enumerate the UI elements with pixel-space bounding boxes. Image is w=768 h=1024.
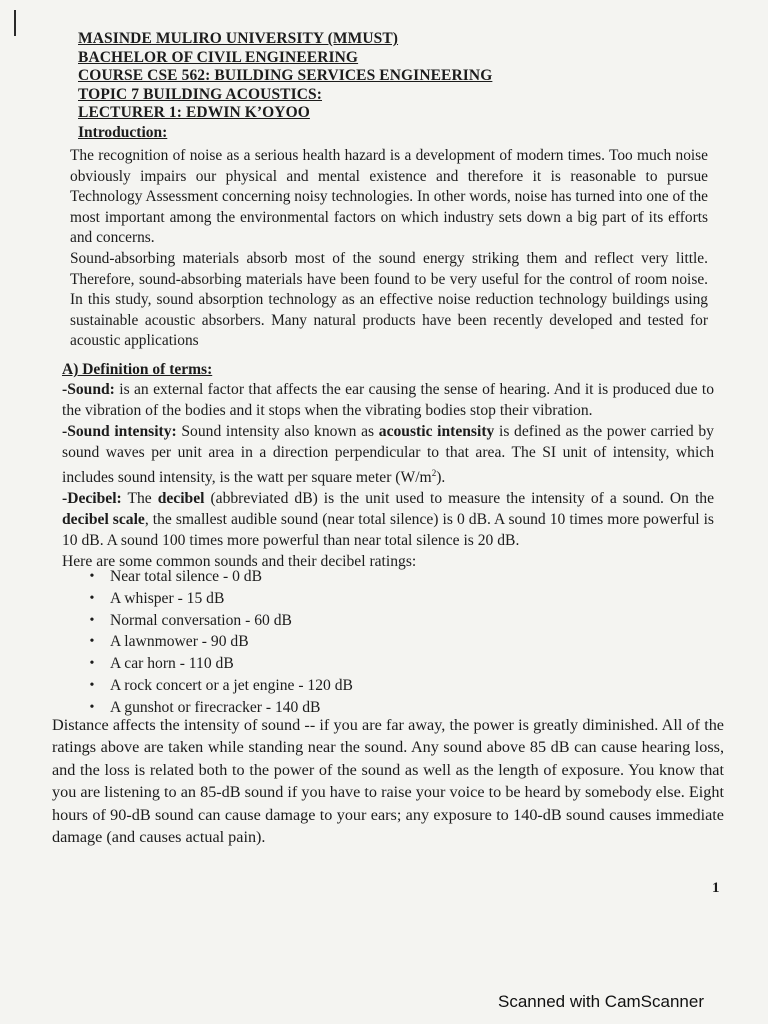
term-acoustic-intensity: acoustic intensity: [378, 423, 495, 440]
margin-pen-mark: [14, 10, 16, 36]
definition-decibel-text-2: (abbreviated dB) is the unit used to measure the intensity of a sound. On the: [204, 490, 714, 508]
definitions-section: [62, 360, 714, 572]
decibel-ratings-list: [84, 566, 484, 719]
list-item: [84, 653, 484, 675]
introduction-section: [70, 146, 708, 352]
course-title: COURSE CSE 562: BUILDING SERVICES ENGINEERING: [78, 67, 493, 84]
introduction-paragraph-2: Sound-absorbing materials absorb most of the sound energy striking them and reflect very little. Therefore, sound-absorbing materials have been found to be very useful for the control of room noise. In this study, sound absorption technology as an effective noise reduction technology buildings using sustainable acoustic absorbers. Many natural products have been recently developed and tested for acoustic applications: [70, 249, 708, 350]
term-sound: -Sound:: [62, 381, 115, 398]
university-name: MASINDE MULIRO UNIVERSITY (MMUST): [78, 30, 399, 47]
bullet-icon: •: [89, 634, 95, 650]
decibel-list-intro: Here are some common sounds and their decibel ratings:: [62, 553, 417, 571]
list-item-text: A whisper - 15 dB: [110, 589, 225, 607]
document-header: [78, 30, 718, 142]
closing-section: [52, 714, 724, 848]
definition-sound-text: is an external factor that affects the ear causing the sense of hearing. And it is produced due to the vibration of the bodies and it stops when the vibrating bodies stop their vibration.: [62, 381, 714, 419]
list-item: [84, 610, 484, 632]
definition-sound: [62, 379, 714, 421]
bullet-icon: •: [89, 656, 95, 672]
bullet-icon: •: [89, 677, 95, 693]
bullet-icon: •: [89, 699, 95, 715]
list-item-text: A rock concert or a jet engine - 120 dB: [110, 676, 353, 694]
list-item-text: Near total silence - 0 dB: [110, 568, 262, 585]
list-item-text: Normal conversation - 60 dB: [110, 611, 292, 629]
term-decibel: -Decibel:: [62, 490, 122, 508]
term-decibel-scale: decibel scale: [62, 511, 145, 529]
introduction-heading: Introduction:: [78, 123, 168, 141]
introduction-paragraph-1: The recognition of noise as a serious health hazard is a development of modern times. Too much noise obviously impairs our physical and mental existence and therefore it is reasonable to pursue Technology Assessment concerning noisy technologies. In other words, noise has turned into one of the most important among the environmental factors on which industry sets down a big part of its efforts and concerns.: [70, 147, 708, 247]
lecturer-name: LECTURER 1: EDWIN K’OYOO: [78, 104, 310, 121]
list-item: [84, 675, 484, 697]
bullet-icon: •: [89, 612, 95, 628]
page-number: 1: [712, 880, 720, 896]
closing-paragraph: Distance affects the intensity of sound -- if you are far away, the power is greatly diminished. All of the ratings above are taken while standing near the sound. Any sound above 85 dB can cause hearing loss, and the loss is related both to the power of the sound as well as the length of exposure. You know that you are listening to an 85-dB sound if you have to raise your voice to be heard by somebody else. Eight hours of 90-dB sound can cause damage to your ears; any exposure to 140-dB sound causes immediate damage (and causes actual pain).: [52, 716, 724, 847]
definition-sound-intensity: [62, 421, 714, 488]
bullet-icon: •: [89, 569, 95, 584]
definition-decibel-text-1: The: [121, 490, 158, 508]
degree-name: BACHELOR OF CIVIL ENGINEERING: [78, 48, 359, 66]
definition-intensity-text-1: Sound intensity also known as: [176, 423, 379, 440]
topic-title: TOPIC 7 BUILDING ACOUSTICS:: [78, 85, 323, 103]
list-item: [84, 566, 484, 588]
list-item: [84, 588, 484, 610]
definition-intensity-text-2: is defined as the power carried by sound waves per unit area in a direction perpendicular to that area. The SI unit of intensity, which includes sound intensity, is the watt per square meter (W/m: [62, 423, 714, 487]
list-item-text: A car horn - 110 dB: [110, 655, 234, 673]
definitions-heading: A) Definition of terms:: [62, 361, 213, 378]
term-sound-intensity: -Sound intensity:: [62, 423, 177, 440]
camscanner-watermark: Scanned with CamScanner: [498, 992, 705, 1011]
list-item-text: A lawnmower - 90 dB: [110, 633, 249, 651]
list-item: [84, 631, 484, 653]
bullet-icon: •: [89, 590, 95, 606]
unit-superscript: 2: [431, 468, 437, 478]
list-item-text: A gunshot or firecracker - 140 dB: [110, 698, 321, 716]
term-decibel-inline: decibel: [157, 490, 205, 508]
definition-decibel-text-3: , the smallest audible sound (near total silence) is 0 dB. A sound 10 times more powerful is 10 dB. A sound 100 times more powerful than near total silence is 20 dB.: [62, 511, 714, 550]
definition-intensity-text-3: ).: [436, 469, 446, 487]
definition-decibel: [62, 488, 714, 551]
